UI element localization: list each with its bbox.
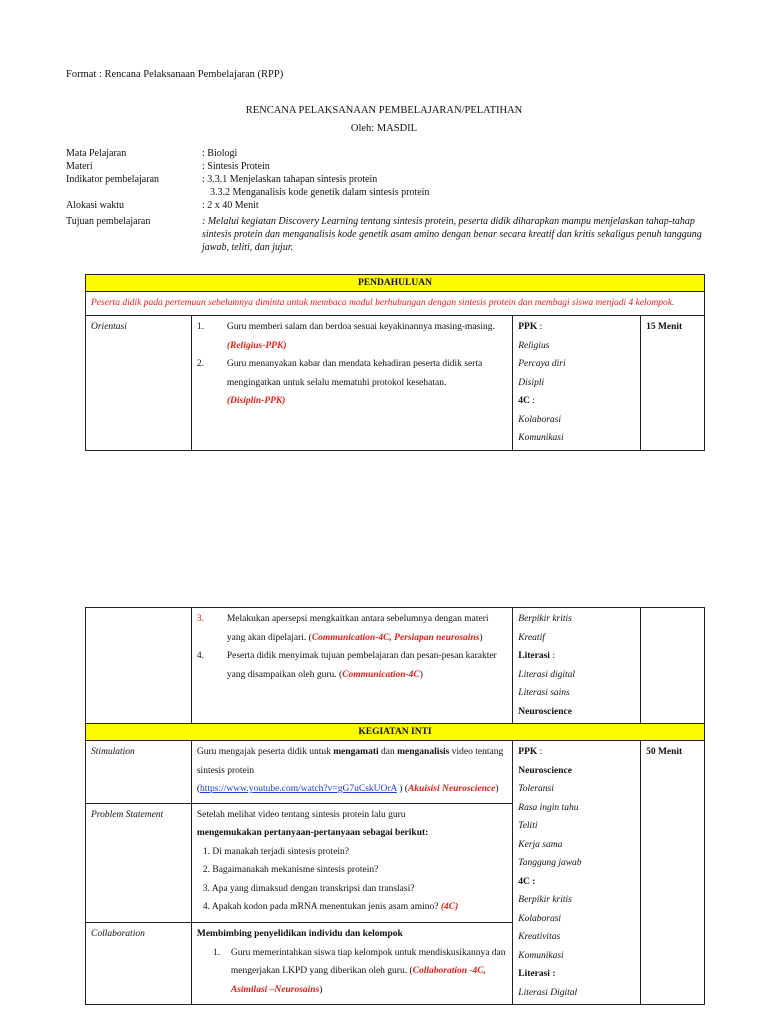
info-value: 3.3.2 Menganalisis kode genetik dalam sintesis protein bbox=[210, 187, 430, 198]
value-item: Teliti bbox=[518, 821, 538, 831]
value-item: Komunikasi bbox=[518, 950, 564, 961]
info-value: : 2 x 40 Menit bbox=[202, 200, 259, 211]
duration-inti: 50 Menit bbox=[641, 741, 705, 1005]
value-item: Kreatif bbox=[518, 632, 545, 643]
info-label: Alokasi waktu bbox=[66, 200, 125, 211]
info-row-mapel bbox=[66, 147, 706, 160]
question-item: 3. Apa yang dimaksud dengan transkripsi dan translasi? bbox=[202, 883, 415, 894]
phase-problem-statement: Problem Statement bbox=[86, 803, 192, 923]
section-header-inti: KEGIATAN INTI bbox=[86, 724, 705, 741]
value-item: Toleransi bbox=[518, 784, 554, 794]
value-label: Literasi : bbox=[518, 969, 556, 979]
value-item: Neuroscience bbox=[518, 765, 572, 776]
info-row-indikator-2 bbox=[66, 186, 706, 199]
format-header: Format : Rencana Pelaksanaan Pembelajaran (RPP) bbox=[66, 69, 284, 80]
step-item: 1. Guru memerintahkan siswa tiap kelompok untuk mendiskusikannya dan mengerjakan LKPD yang diberikan oleh guru. (Collaboration -4C, Asimilasi –Neurosains) bbox=[212, 947, 506, 995]
info-value: : Sintesis Protein bbox=[202, 161, 270, 172]
value-item: Literasi sains bbox=[518, 688, 570, 698]
document-author: Oleh: MASDIL bbox=[350, 123, 418, 134]
value-item: Kreativitas bbox=[518, 932, 561, 942]
info-row-tujuan bbox=[66, 215, 706, 254]
phase-orientasi-cont bbox=[86, 608, 192, 724]
intro-note: Peserta didik pada pertemuan sebelumnya diminta untuk membaca modul berhubungan dengan sintesis protein dan membagi siswa menjadi 4 kelompok. bbox=[86, 292, 705, 316]
info-label: Mata Pelajaran bbox=[66, 148, 127, 159]
value-item: Literasi digital bbox=[518, 669, 576, 680]
step-item: 1. Guru memberi salam dan berdoa sesuai keyakinannya masing-masing. (Religius-PPK) bbox=[196, 322, 495, 351]
stimulation-content: Guru mengajak peserta didik untuk mengamati dan menganalisis video tentang sintesis protein (https://www.youtube.com/watch?v=gG7uCskUOrA ) (Akuisisi Neuroscience) bbox=[191, 741, 512, 804]
info-row-materi bbox=[66, 160, 706, 173]
value-item: Percaya diri bbox=[518, 359, 566, 369]
info-row-indikator bbox=[66, 173, 706, 186]
question-item: 4. Apakah kodon pada mRNA menentukan jenis asam amino? bbox=[202, 902, 439, 912]
video-link[interactable]: https://www.youtube.com/watch?v=gG7uCskUOrA bbox=[200, 784, 397, 794]
duration-cont bbox=[641, 608, 705, 724]
value-item: Kerja sama bbox=[518, 839, 563, 850]
value-item: Kolaborasi bbox=[518, 913, 562, 924]
phase-collaboration: Collaboration bbox=[86, 923, 192, 1005]
value-item: Religius bbox=[518, 340, 550, 351]
step-item: 4. Peserta didik menyimak tujuan pembelajaran dan pesan-pesan karakter yang disampaikan oleh guru. (Communication-4C) bbox=[196, 651, 497, 680]
document-title: RENCANA PELAKSANAAN PEMBELAJARAN/PELATIHAN bbox=[245, 105, 523, 116]
rpp-table-pendahuluan bbox=[85, 274, 705, 451]
value-item: Berpikir kritis bbox=[518, 895, 572, 905]
info-value: : Biologi bbox=[202, 148, 238, 159]
info-label: Materi bbox=[66, 161, 93, 172]
value-item: Neuroscience bbox=[518, 706, 572, 717]
value-label: 4C : bbox=[518, 876, 536, 887]
value-item: Literasi Digital bbox=[518, 987, 578, 998]
problem-statement-content: Setelah melihat video tentang sintesis protein lalu guru mengemukakan pertanyaan-pertanyaan sebagai berikut: 1. Di manakah terjadi sintesis protein? 2. Bagaimanakah mekanisme sintesis protein? 3. Apa yang dimaksud dengan transkripsi dan translasi? 4. Apakah kodon pada mRNA menentukan jenis asam amino? (4C) bbox=[191, 803, 512, 923]
question-item: 1. Di manakah terjadi sintesis protein? bbox=[202, 846, 350, 857]
phase-stimulation: Stimulation bbox=[86, 741, 192, 804]
info-block bbox=[66, 147, 706, 254]
info-row-alokasi bbox=[66, 199, 706, 212]
value-item: Komunikasi bbox=[518, 433, 564, 443]
info-value: : Melalui kegiatan Discovery Learning tentang sintesis protein, peserta didik diharapkan mampu menjelaskan tahap-tahap sintesis protein dan menganalisis kode genetik asam amino dengan benar secara kreatif dan kritis sekaligus penuh tanggung jawab, teliti, dan jujur. bbox=[202, 216, 702, 253]
info-label: Tujuan pembelajaran bbox=[66, 216, 151, 227]
step-item: 2. Guru menanyakan kabar dan mendata kehadiran peserta didik serta mengingatkan untuk selalu mematuhi protokol kesehatan. (Disiplin-PPK) bbox=[196, 359, 483, 406]
steps-orientasi-cont bbox=[191, 608, 512, 724]
value-item: Kolaborasi bbox=[518, 414, 562, 425]
character-values-inti: PPK : Neuroscience Toleransi Rasa ingin tahu Teliti Kerja sama Tanggung jawab 4C : Berpikir kritis Kolaborasi Kreativitas Komunikasi Literasi : Literasi Digital bbox=[513, 741, 641, 1005]
collaboration-content: Membimbing penyelidikan individu dan kelompok 1. Guru memerintahkan siswa tiap kelompok untuk mendiskusikannya dan mengerjakan LKPD yang diberikan oleh guru. (Collaboration -4C, Asimilasi –Neurosains) bbox=[191, 923, 512, 1005]
value-item: Tanggung jawab bbox=[518, 858, 582, 868]
section-header-pendahuluan: PENDAHULUAN bbox=[86, 275, 705, 292]
phase-orientasi: Orientasi bbox=[86, 316, 192, 451]
duration: 15 Menit bbox=[641, 316, 705, 451]
steps-orientasi bbox=[191, 316, 512, 451]
step-item: 3. Melakukan apersepsi mengkaitkan antara sebelumnya dengan materi yang akan dipelajari. (Communication-4C, Persiapan neurosains) bbox=[196, 614, 489, 643]
character-values: PPK : Religius Percaya diri Disipli 4C : Kolaborasi Komunikasi bbox=[513, 316, 641, 451]
character-values-cont: Berpikir kritis Kreatif Literasi : Literasi digital Literasi sains Neuroscience bbox=[513, 608, 641, 724]
info-label: Indikator pembelajaran bbox=[66, 174, 160, 185]
question-item: 2. Bagaimanakah mekanisme sintesis protein? bbox=[202, 865, 379, 875]
rpp-table-inti bbox=[85, 607, 705, 1005]
info-value: : 3.3.1 Menjelaskan tahapan sintesis protein bbox=[202, 174, 378, 185]
value-item: Rasa ingin tahu bbox=[518, 802, 579, 813]
value-item: Berpikir kritis bbox=[518, 614, 572, 624]
value-item: Disipli bbox=[518, 377, 545, 388]
